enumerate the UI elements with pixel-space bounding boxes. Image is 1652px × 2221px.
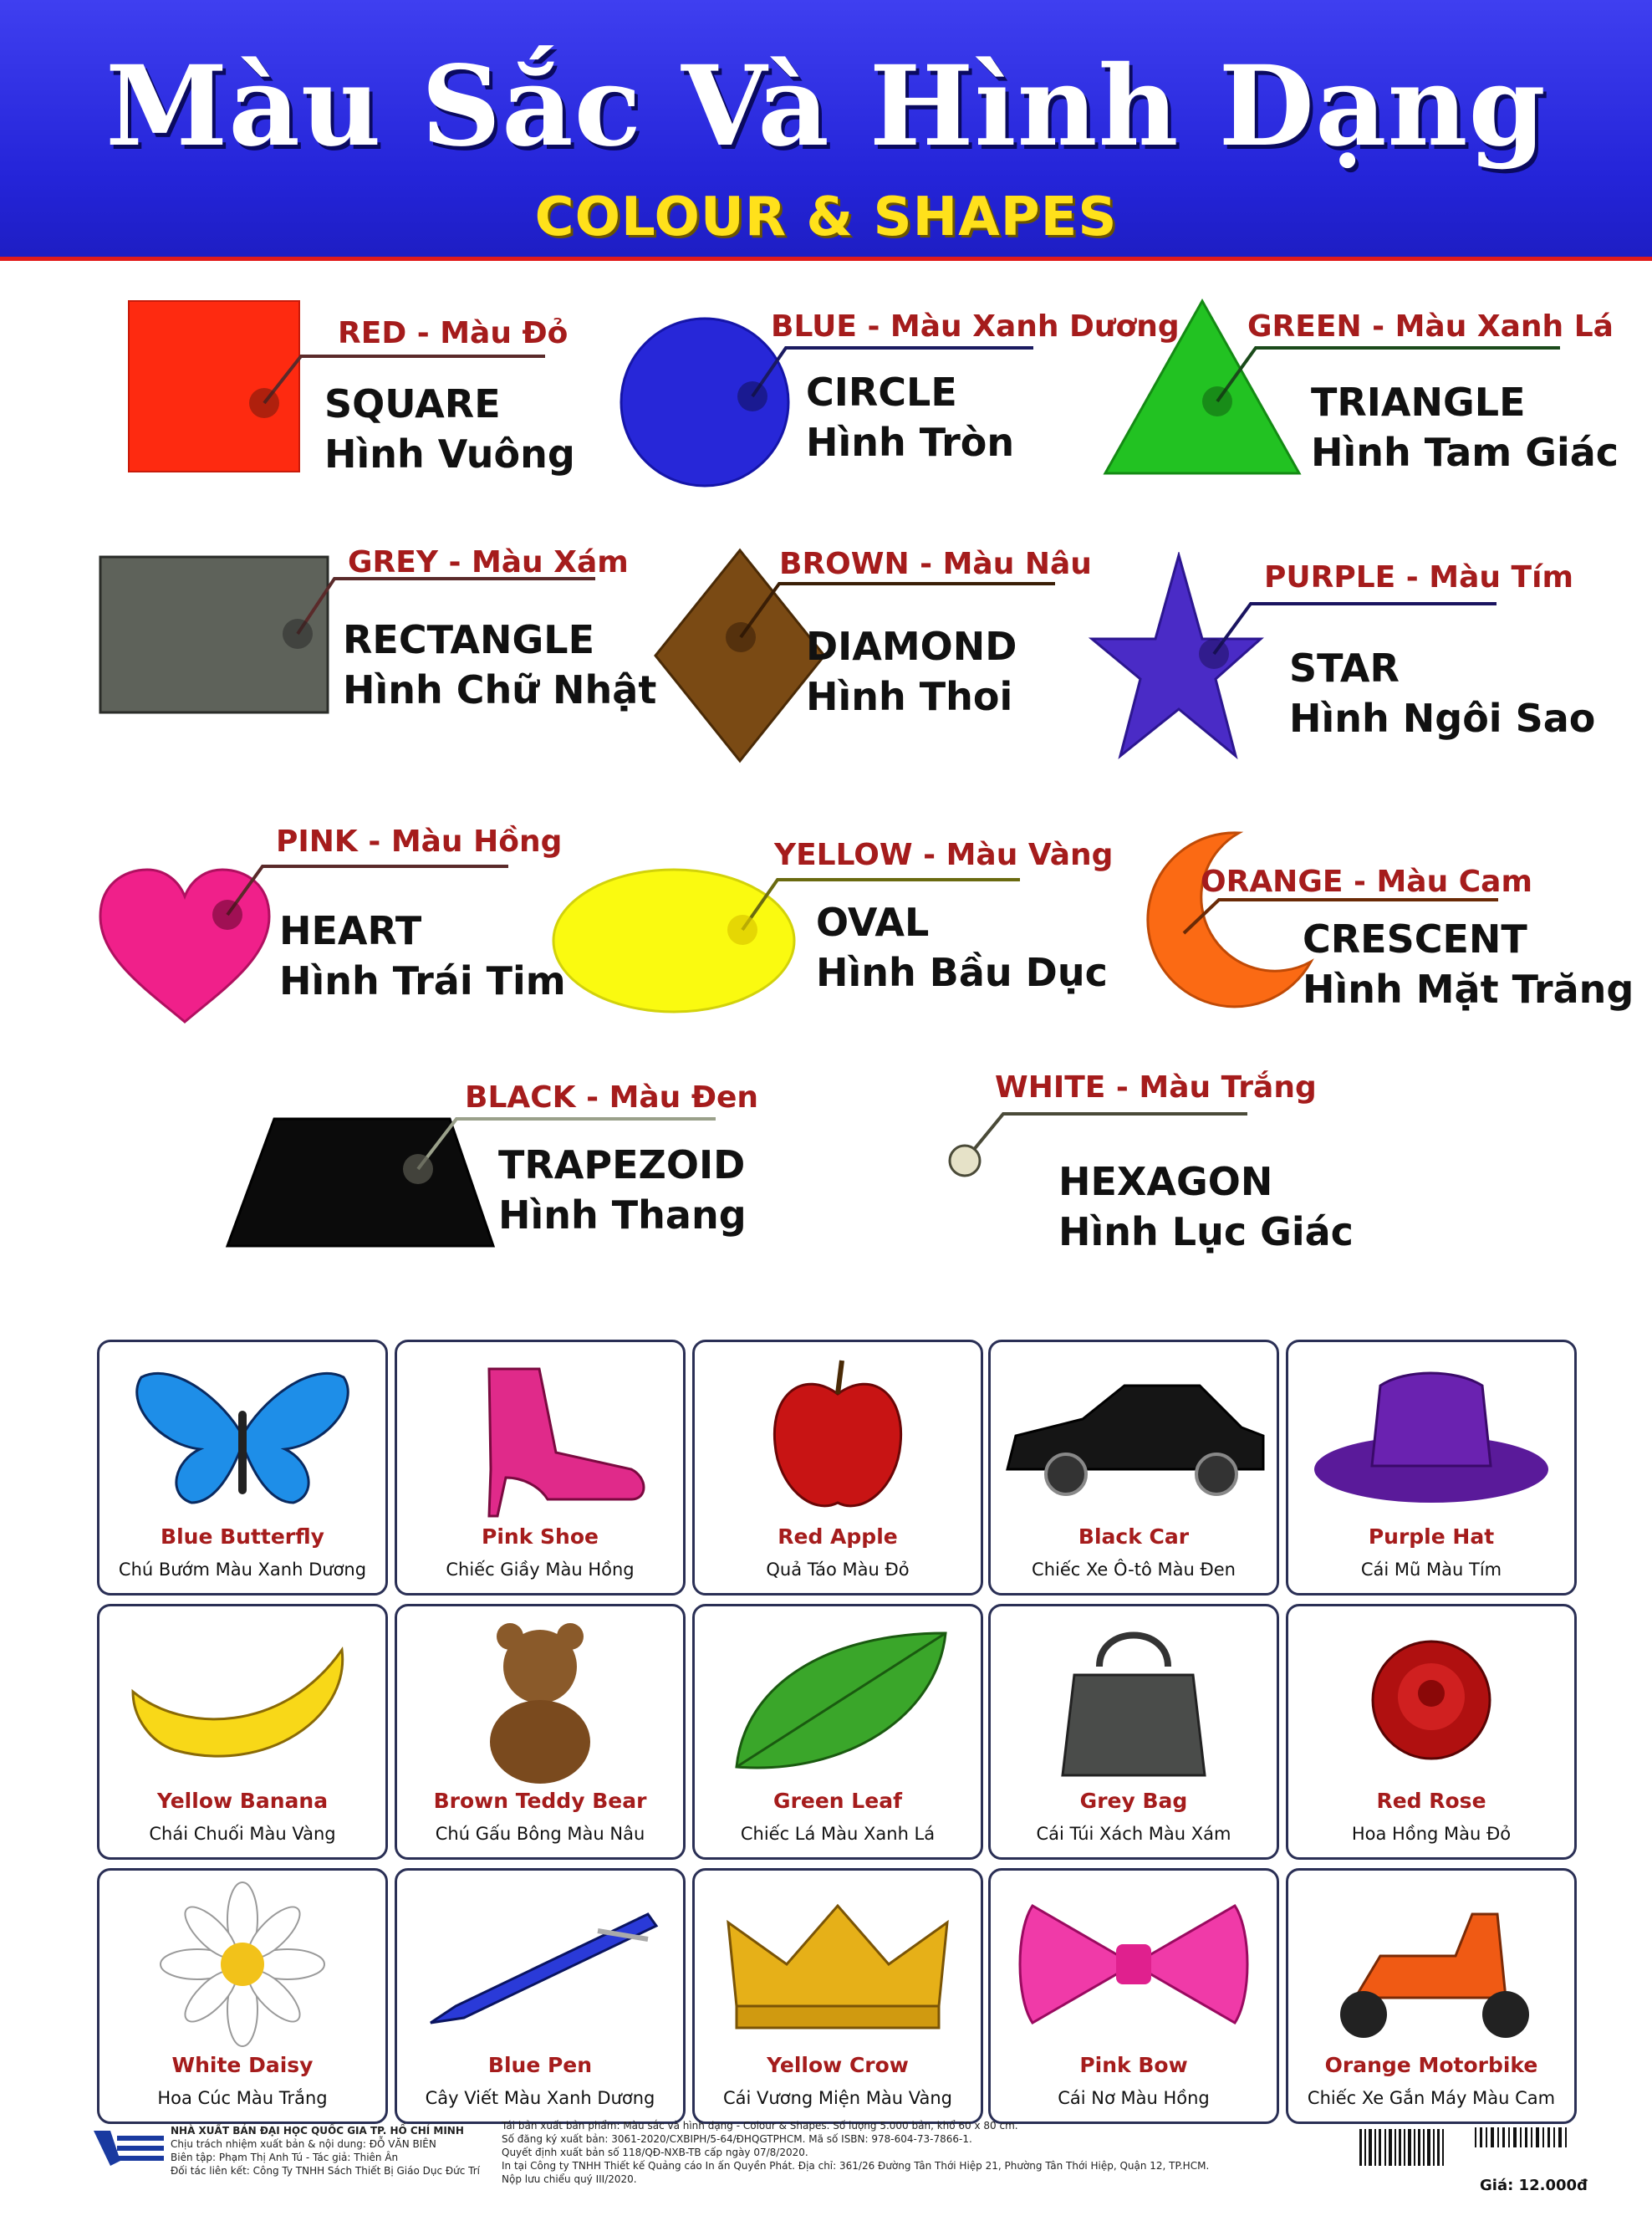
shape-name-hexagon: HEXAGON Hình Lục Giác [1058, 1159, 1354, 1254]
crown-icon [695, 1881, 981, 2048]
card-brown-teddy-bear: Brown Teddy Bear Chú Gấu Bông Màu Nâu [395, 1604, 686, 1860]
pen-icon [397, 1881, 683, 2048]
banana-icon [99, 1616, 385, 1784]
motorbike-icon [1288, 1881, 1574, 2048]
shoe-icon [397, 1352, 683, 1519]
shape-name-triangle: TRIANGLE Hình Tam Giác [1311, 380, 1619, 475]
color-label-purple: PURPLE - Màu Tím [1264, 560, 1573, 595]
card-pink-shoe: Pink Shoe Chiếc Giầy Màu Hồng [395, 1340, 686, 1596]
color-label-white: WHITE - Màu Trắng [995, 1070, 1317, 1105]
page-subtitle: COLOUR & SHAPES [534, 186, 1118, 248]
rose-icon [1288, 1616, 1574, 1784]
color-label-pink: PINK - Màu Hồng [276, 825, 563, 859]
shape-name-crescent: CRESCENT Hình Mặt Trăng [1303, 916, 1634, 1012]
teddy-bear-icon [397, 1616, 683, 1784]
shape-name-star: STAR Hình Ngôi Sao [1289, 646, 1596, 741]
card-blue-pen: Blue Pen Cây Viết Màu Xanh Dương [395, 1868, 686, 2124]
card-red-apple: Red Apple Quả Táo Màu Đỏ [692, 1340, 983, 1596]
shape-name-trapezoid: TRAPEZOID Hình Thang [498, 1142, 747, 1238]
hat-icon [1288, 1352, 1574, 1519]
footer: NHÀ XUẤT BẢN ĐẠI HỌC QUỐC GIA TP. HỒ CHÍ MINH Chịu trách nhiệm xuất bản & nội dung: ĐỖ VĂN BIÊN Biên tập: Phạm Thị Anh Tú - Tác giả: Thiên Ân Đối tác liên kết: Công Ty TNHH Sách Thiết Bị Giáo Dục Đức Trí Tái bản xuất bản phẩm: Màu sắc và hình dạng - Colour & Shapes. Số lượng 5.000 bản, khổ 60 x 80 cm. Số đăng ký xuất bản: 3061-2020/CXBIPH/5-64/ĐHQGTPHCM. Mã số ISBN: 978-604-73-7866-1. Quyết định xuất bản số 118/QĐ-NXB-TB cấp ngày 07/8/2020. In tại Công ty TNHH Thiết kế Quảng cáo In ấn Quyền Phát. Địa chỉ: 361/26 Đường Tân Thới Hiệp 21, Phường Tân Thới Hiệp, Quận 12, TP.HCM. Nộp lưu chiểu quý III/2020. Giá: 12.000đ [92, 2124, 1580, 2208]
shape-name-circle: CIRCLE Hình Tròn [806, 370, 1015, 465]
color-label-grey: GREY - Màu Xám [348, 545, 629, 580]
publisher-name: NHÀ XUẤT BẢN ĐẠI HỌC QUỐC GIA TP. HỒ CHÍ MINH [171, 2125, 464, 2137]
barcode-icon [1354, 2124, 1451, 2174]
apple-icon [695, 1352, 981, 1519]
color-label-black: BLACK - Màu Đen [465, 1080, 759, 1115]
publisher-logo-icon [92, 2127, 167, 2167]
shape-name-heart: HEART Hình Trái Tim [279, 908, 566, 1003]
car-icon [991, 1352, 1277, 1519]
color-label-orange: ORANGE - Màu Cam [1201, 865, 1532, 899]
card-grey-bag: Grey Bag Cái Túi Xách Màu Xám [988, 1604, 1279, 1860]
card-red-rose: Red Rose Hoa Hồng Màu Đỏ [1286, 1604, 1577, 1860]
butterfly-icon [99, 1352, 385, 1519]
bow-icon [991, 1881, 1277, 2048]
shape-name-oval: OVAL Hình Bầu Dục [816, 900, 1108, 995]
color-label-blue: BLUE - Màu Xanh Dương [771, 309, 1180, 344]
shape-name-rectangle: RECTANGLE Hình Chữ Nhật [343, 617, 657, 712]
card-yellow-banana: Yellow Banana Chái Chuối Màu Vàng [97, 1604, 388, 1860]
leaf-icon [695, 1616, 981, 1784]
color-label-green: GREEN - Màu Xanh Lá [1247, 309, 1614, 344]
card-white-daisy: White Daisy Hoa Cúc Màu Trắng [97, 1868, 388, 2124]
card-orange-motorbike: Orange Motorbike Chiếc Xe Gắn Máy Màu Cam [1286, 1868, 1577, 2124]
shape-name-square: SQUARE Hình Vuông [324, 381, 575, 477]
shape-name-diamond: DIAMOND Hình Thoi [806, 624, 1017, 719]
card-yellow-crown: Yellow Crow Cái Vương Miện Màu Vàng [692, 1868, 983, 2124]
price: Giá: 12.000đ [1480, 2177, 1588, 2194]
color-label-yellow: YELLOW - Màu Vàng [774, 838, 1114, 872]
card-blue-butterfly: Blue Butterfly Chú Bướm Màu Xanh Dương [97, 1340, 388, 1596]
page-title: Màu Sắc Và Hình Dạng [105, 42, 1547, 171]
color-label-red: RED - Màu Đỏ [338, 316, 569, 350]
color-label-brown: BROWN - Màu Nâu [779, 547, 1092, 581]
card-green-leaf: Green Leaf Chiếc Lá Màu Xanh Lá [692, 1604, 983, 1860]
header-banner [0, 0, 1652, 261]
bag-icon [991, 1616, 1277, 1784]
barcode-icon [1471, 2124, 1580, 2157]
card-purple-hat: Purple Hat Cái Mũ Màu Tím [1286, 1340, 1577, 1596]
card-black-car: Black Car Chiếc Xe Ô-tô Màu Đen [988, 1340, 1279, 1596]
card-pink-bow: Pink Bow Cái Nơ Màu Hồng [988, 1868, 1279, 2124]
daisy-icon [99, 1881, 385, 2048]
